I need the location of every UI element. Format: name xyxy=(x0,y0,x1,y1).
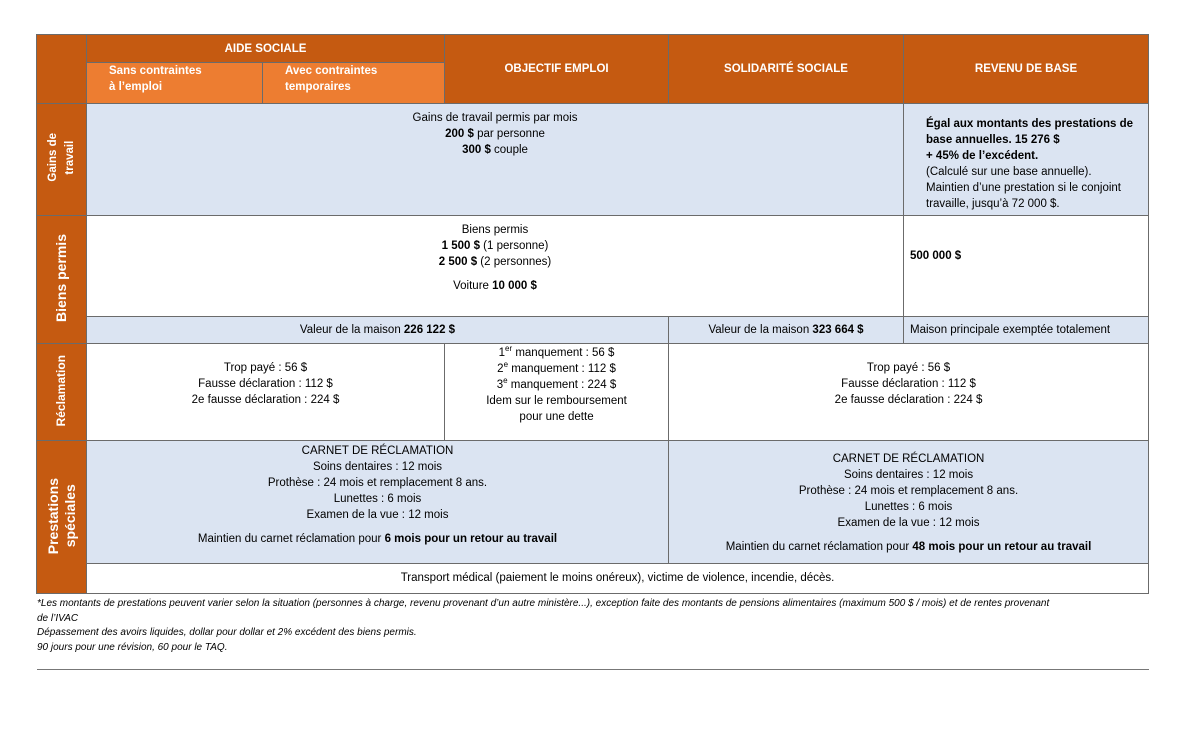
gains-title: Gains de travail permis par mois xyxy=(412,112,578,125)
reclamation-left-cell xyxy=(87,344,445,441)
row-label-reclamation xyxy=(37,344,87,441)
footnotes xyxy=(37,597,1149,655)
gains-main-cell xyxy=(87,104,904,215)
header-aide-sociale: AIDE SOCIALE xyxy=(87,35,445,63)
row-label-text: Biens permis xyxy=(53,233,69,322)
benefits-comparison-table xyxy=(36,34,1149,594)
carnet-line: Lunettes : 6 mois xyxy=(864,501,953,514)
biens-revenu-cell xyxy=(904,215,1149,316)
biens-voiture: Voiture 10 000 $ xyxy=(453,279,537,292)
biens-1-personne: 1 500 $ (1 personne) xyxy=(441,239,549,252)
reclamation-line: 2e fausse déclaration : 224 $ xyxy=(834,394,983,407)
carnet-maintien: Maintien du carnet réclamation pour 48 mois pour un retour au travail xyxy=(725,541,1092,554)
reclamation-line: pour une dette xyxy=(519,411,594,424)
gains-couple: 300 $ couple xyxy=(462,144,528,157)
row-label-biens xyxy=(37,215,87,343)
gains-revenu-cell xyxy=(904,104,1149,215)
subheader-line: Avec contraintes xyxy=(285,65,378,78)
footnote-line: Dépassement des avoirs liquides, dollar pour dollar et 2% excédent des biens permis. xyxy=(37,627,417,638)
carnet-line: Examen de la vue : 12 mois xyxy=(306,509,449,522)
biens-title: Biens permis xyxy=(461,223,529,236)
carnet-maintien: Maintien du carnet réclamation pour 6 mois pour un retour au travail xyxy=(197,533,558,546)
header-corner xyxy=(37,35,87,104)
bottom-divider xyxy=(37,669,1149,670)
gains-revenu-line: Maintien d’une prestation si le conjoint xyxy=(926,182,1121,195)
subheader-line: temporaires xyxy=(285,81,351,94)
reclamation-line: Trop payé : 56 $ xyxy=(866,362,951,375)
carnet-title: CARNET DE RÉCLAMATION xyxy=(832,453,985,466)
biens-main-cell xyxy=(87,215,904,316)
gains-revenu-line: (Calculé sur une base annuelle). xyxy=(926,166,1092,179)
carnet-line: Prothèse : 24 mois et remplacement 8 ans. xyxy=(798,485,1019,498)
subheader-line: Sans contraintes xyxy=(109,65,202,78)
subheader-avec-contraintes xyxy=(263,63,445,104)
carnet-line: Examen de la vue : 12 mois xyxy=(837,517,980,530)
header-objectif-emploi: OBJECTIF EMPLOI xyxy=(445,35,669,104)
reclamation-line: Trop payé : 56 $ xyxy=(223,362,308,375)
reclamation-line: Fausse déclaration : 112 $ xyxy=(198,378,333,391)
row-label-text: Réclamation xyxy=(54,354,68,426)
biens-revenu-value: 500 000 $ xyxy=(910,249,962,262)
prestations-right-cell xyxy=(669,441,1149,563)
manquement-3: 3e manquement : 224 $ xyxy=(496,376,617,392)
row-label-prestations xyxy=(37,441,87,594)
reclamation-right-cell xyxy=(669,344,1149,441)
gains-revenu-line: + 45% de l’excédent. xyxy=(926,150,1039,163)
reclamation-middle-cell xyxy=(445,344,669,441)
header-revenu-de-base: REVENU DE BASE xyxy=(904,35,1149,104)
footnote-line: de l’IVAC xyxy=(37,612,79,624)
subheader-sans-contraintes xyxy=(87,63,263,104)
reclamation-line: 2e fausse déclaration : 224 $ xyxy=(191,394,340,407)
manquement-2: 2e manquement : 112 $ xyxy=(497,360,616,376)
row-label-text: Prestations spéciales xyxy=(44,477,78,554)
gains-revenu-line: base annuelles. 15 276 $ xyxy=(926,134,1060,147)
carnet-line: Soins dentaires : 12 mois xyxy=(312,461,443,474)
carnet-line: Prothèse : 24 mois et remplacement 8 ans. xyxy=(267,477,488,490)
reclamation-line: Fausse déclaration : 112 $ xyxy=(841,378,976,391)
gains-revenu-line: Égal aux montants des prestations de xyxy=(926,118,1134,131)
prestations-left-cell xyxy=(87,441,669,563)
row-label-gains xyxy=(37,104,87,215)
footnote-line: *Les montants de prestations peuvent varier selon la situation (personnes à charge, revenu provenant d’un autre ministère...), exception faite des montants de pensions alimentaires (maximum 500 $ / mois) et de rentes provenant xyxy=(37,598,1050,609)
gains-person: 200 $ par personne xyxy=(445,128,545,141)
subheader-line: à l’emploi xyxy=(109,81,163,94)
footnote-line: 90 jours pour une révision, 60 pour le TAQ. xyxy=(37,641,228,653)
gains-revenu-line: travaille, jusqu’à 72 000 $. xyxy=(926,198,1060,211)
carnet-line: Lunettes : 6 mois xyxy=(333,493,422,506)
header-solidarite-sociale: SOLIDARITÉ SOCIALE xyxy=(669,35,904,104)
maison-revenu-cell: Maison principale exemptée totalement xyxy=(904,316,1149,343)
reclamation-line: Idem sur le remboursement xyxy=(486,395,627,408)
biens-2-personnes: 2 500 $ (2 personnes) xyxy=(438,255,552,268)
carnet-title: CARNET DE RÉCLAMATION xyxy=(301,445,454,458)
manquement-1: 1er manquement : 56 $ xyxy=(498,344,615,360)
carnet-line: Soins dentaires : 12 mois xyxy=(843,469,974,482)
maison-aide-cell: Valeur de la maison 226 122 $ xyxy=(87,316,669,343)
transport-cell: Transport médical (paiement le moins onéreux), victime de violence, incendie, décès. xyxy=(87,563,1149,593)
row-label-text: Gains de travail xyxy=(46,132,76,182)
maison-solidarite-cell: Valeur de la maison 323 664 $ xyxy=(669,316,904,343)
